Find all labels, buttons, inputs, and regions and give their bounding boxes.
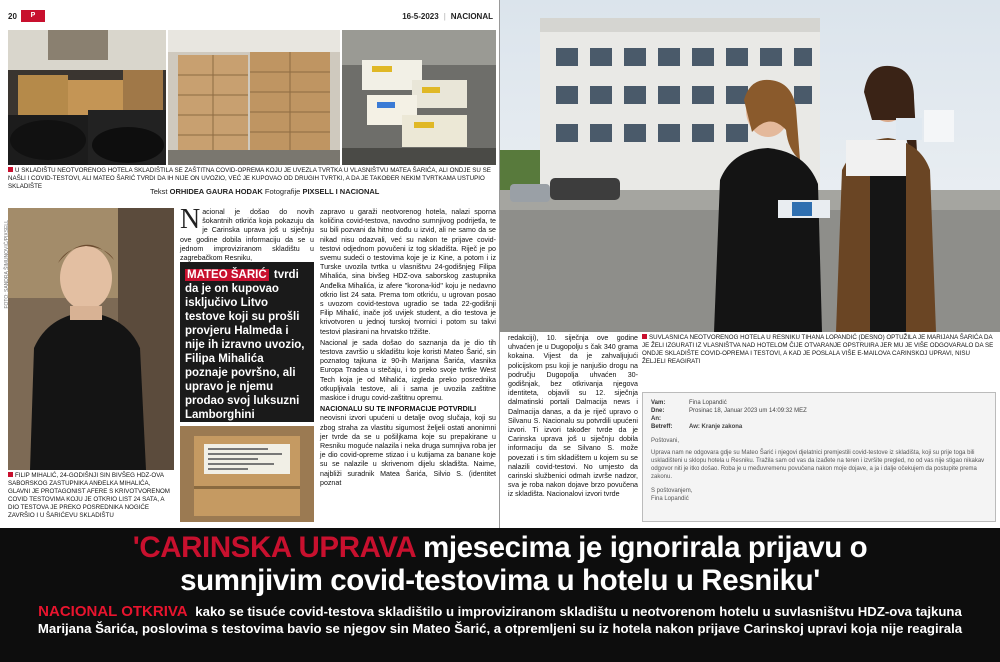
email-signature: Fina Lopandić [651,496,689,502]
byline-author: ORHIDEA GAURA HODAK [169,187,263,196]
photo-hotel-owners [500,0,1000,332]
standfirst-text: kako se tisuće covid-testova skladištilo u improviziranom skladištu u neotvorenom hotelu u suvlasništvu HDZ-ova tajkuna Marijana Šarića, poslovima s testovima bavio se njegov sin Mateo Šarić, a otpremljeni su iz hotela nakon prijave Carinskoj upravi koja nije reagirala [37,604,963,636]
email-screenshot [642,392,996,522]
headline-part-2: mjesecima je ignorirala prijavu o [423,531,868,564]
email-subject: Aw: Kranje zakona [689,424,743,430]
photo-covid-test-box [180,426,314,522]
byline-photo-label: Fotografije [264,187,301,196]
caption-right [642,334,994,366]
article-column-1 [180,204,314,263]
headline-part-1: 'CARINSKA UPRAVA [132,531,416,564]
article-column-2 [320,208,496,526]
email-from-label: Vam: [651,400,666,406]
headline-line-2: sumnjivim covid-testovima u hotelu u Resniku' [180,564,820,597]
photo-test-boxes-stack [342,30,496,165]
caption-marker [8,167,13,172]
vertical-photo-credit: FOTO: SANDRA ŠIMUNOVIĆ/PIXSELL [4,220,10,309]
masthead-separator: | [443,11,446,21]
pull-quote-name: MATEO ŠARIĆ [187,269,267,281]
caption-right-text: SUVLASNICA NEOTVORENOG HOTELA U RESNIKU TIHANA LOPANDIĆ (DESNO) OPTUŽILA JE MARIJANA ŠARIĆA DA JE ŽELI IZGURATI IZ VLASNIŠTVA NAD HOTELOM ČIJE OTVARANJE OPSTRUIRA JER MU JE VIŠE ODGOVARALO DA SE ONDJE SKLADIŠTE COVID-OPREMA I TESTOVI, A KAD JE POSLALA VIŠE E-MAILOVA CARINSKOJ UPRAVI, NISU ŽELJELI REAGIRATI [642,334,994,365]
email-to-label: An: [651,416,661,422]
byline [150,187,379,196]
article-subhead: NACIONALU SU TE INFORMACIJE POTVRDILI [320,405,477,414]
issue-date: 16-5-2023 [402,11,439,21]
byline-photographer: PIXSELL I NACIONAL [302,187,380,196]
email-subject-row [651,423,987,431]
email-sign-off: S poštovanjem, [651,488,693,494]
article-col2-p1: zapravo u garaži neotvorenog hotela, nalazi sporna količina covid-testova, navodno sumnjivog podrijetla, te su bili pozvani da hitno dođu u izvid, ali ne samo da se nikad nisu odazvali, već su nakon te prijave covid-testovi odjednom povučeni iz tog skladišta. Riječ je po svemu sudeći o testovima koje je iz Kine, a potom i iz Turske uvozila tvrtka u vlasništvu 24-godišnjeg Filipa Mihalića, sina bivšeg HDZ-ova saborskog zastupnika Anđelka Mihalića, iz afere "korona-kid" koju je nedavno otkrio list 24 sata. Prema tom otkriću, u ugrovan posao s uvozom covid-testova ugradio se tada 22-godišnji Filip Mihalić, inače još uvijek student, a dio testova je krivotvoren u jednoj turskoj tvornici i potom su takvi testovi plasirani na hrvatsko tržište. [320,208,496,336]
caption-filip-text: FILIP MIHALIĆ, 24-GODIŠNJI SIN BIVŠEG HDZ-OVA SABORSKOG ZASTUPNIKA ANĐELKA MIHALIĆA, GLAVNI JE PROTAGONIST AFERE S KRIVOTVORENOM COVID TESTOVIMA KOJU JE OTKRIO LIST 24 SATA, A DIO TESTOVA JE PREKO POSREDNIKA NOGIĆE ZAVRŠIO I U ŠARIĆEVU SKLADIŠTU [8,472,170,519]
section-name: NACIONAL [450,11,493,21]
article-col1-text: acional je došao do novih šokantnih otkrića koja pokazuju da je Carinska uprava još u siječnju ove godine dobila informaciju da se u jednom improviziranom skladištu u zagrebačkom Resniku, [180,208,314,263]
photo-warehouse-pallets [168,30,340,165]
email-sent-label: Dne: [651,408,665,414]
left-page [0,0,500,528]
article-col3-text: redakciji), 10. siječnja ove godine uhvaćen je u Dugopolju s čak 340 grama kokaina. Vijest da je zahvaljujući policijskom psu koji je nanjušio drogu na području Dugopolja uhvaćen 30-godišnjak, bez otkrivanja njegova identiteta, objavili su 12. siječnja dalmatinski portali Dalmacija news i Dalmacija danas, a da je riječ upravo o Silvanu S. Nacionalu su potvrdili upućeni izvori. Ti izvori također tvrde da je Carinska uprava još u siječnju dobila informaciju da se Silvano S. može povezati i s tim skladištem u kojem su se nalazili covid-testovi. No umjesto da carinski službenici odmah izvrše nadzor, sva je roba nakon dojave brzo povučena iz skladišta. Nacionalovi izvori tvrde [508,334,638,499]
masthead [8,8,493,24]
headline [0,531,1000,597]
email-body-text: Uprava nam ne odgovara gdje su Mateo Šarić i njegovi djelatnici premjestili covid-testove iz skladišta, koji su prije toga bili uskladišteni u sklopu hotela u Resniku. Tražila sam od vas da izađete na teren i izvršite pregled, no od vas nije stigao nikakav odgovor niti je itko došao. Roba je u međuvremenu povučena nakon moje dojave, a ja i dalje očekujem da postupite prema zakonu. [651,450,985,480]
caption-filip [8,472,174,520]
byline-text-label: Tekst [150,187,168,196]
pull-quote-text: tvrdi da je on kupovao isključivo Litvo testove koji su prošli provjeru Halmeda i nije ih izravno uvozio, Filipa Mihalića poznaje površno, ali upravo je njemu prodao svoj luksuzni Lamborghini [185,269,305,421]
caption-top-text: U SKLADIŠTU NEOTVORENOG HOTELA SKLADIŠTILA SE ZAŠTITNA COVID-OPREMA KOJU JE UVEZLA TVRTKA U VLASNIŠTVU MATEA ŠARIĆA, ALI ONDJE SU SE NAŠLI I COVID-TESTOVI, ALI MATEO ŠARIĆ TVRDI DA IH NIJE ON UVOZIO, VEĆ JE KUPOVAO OD DRUGIH TVRTKI, A DA JE TAKOĐER NEKIM TVRTKAMA USTUPIO SKLADIŠTE [8,167,491,190]
headline-line-1 [0,531,1000,564]
email-to-row [651,415,987,423]
drop-cap: N [180,204,201,235]
caption-marker [642,334,647,339]
article-col2-p3: neovisni izvori upućeni u detalje ovog slučaja, koji su zbog straha za vlastitu sigurnost željeli ostati anonimni jer tvrde da se u pošiljkama koje su prepakirane u Resniku moguće nalazila i neka druga sumnjiva roba jer je dio covid-opreme stizao i u kutijama za banane koje su se nalazile u skrivenom dijelu skladišta. Naime, najbliži suradnik Matea Šarića, Silvio S. (identitet poznat [320,414,496,487]
email-sent-row [651,407,987,415]
email-body [651,437,987,503]
email-from-row [651,399,987,407]
email-sent: Prosinac 18, Januar 2023 um 14:09:32 MEZ [689,408,807,414]
article-col2-p2: Nacional je sada došao do saznanja da je dio tih testova završio u skladištu koje koristi Mateo Šarić, sin poznatog tajkuna iz 90-ih Marijana Šarića, vlasnika Europa Tradea u stečaju, i to preko svoje tvrtke West Tech koja je od Mihalića, izgleda preko posrednika otkupljivala testove, ali i sama je uvozila zaštitne maskice i drugu covid-zaštitnu opremu. [320,338,496,403]
page-number: 20 [8,11,17,21]
standfirst [18,603,982,637]
email-from: Fina Lopandić [689,400,727,406]
nacional-logo: P [21,10,45,22]
article-column-3 [508,334,638,526]
email-greeting: Poštovani, [651,438,680,444]
photo-filip-mihalic [8,208,174,470]
pull-quote [180,262,314,422]
standfirst-kicker: NACIONAL OTKRIVA [38,603,188,620]
caption-marker [8,472,13,477]
photo-warehouse-boxes-dark [8,30,166,165]
email-subject-label: Betreff: [651,424,673,430]
